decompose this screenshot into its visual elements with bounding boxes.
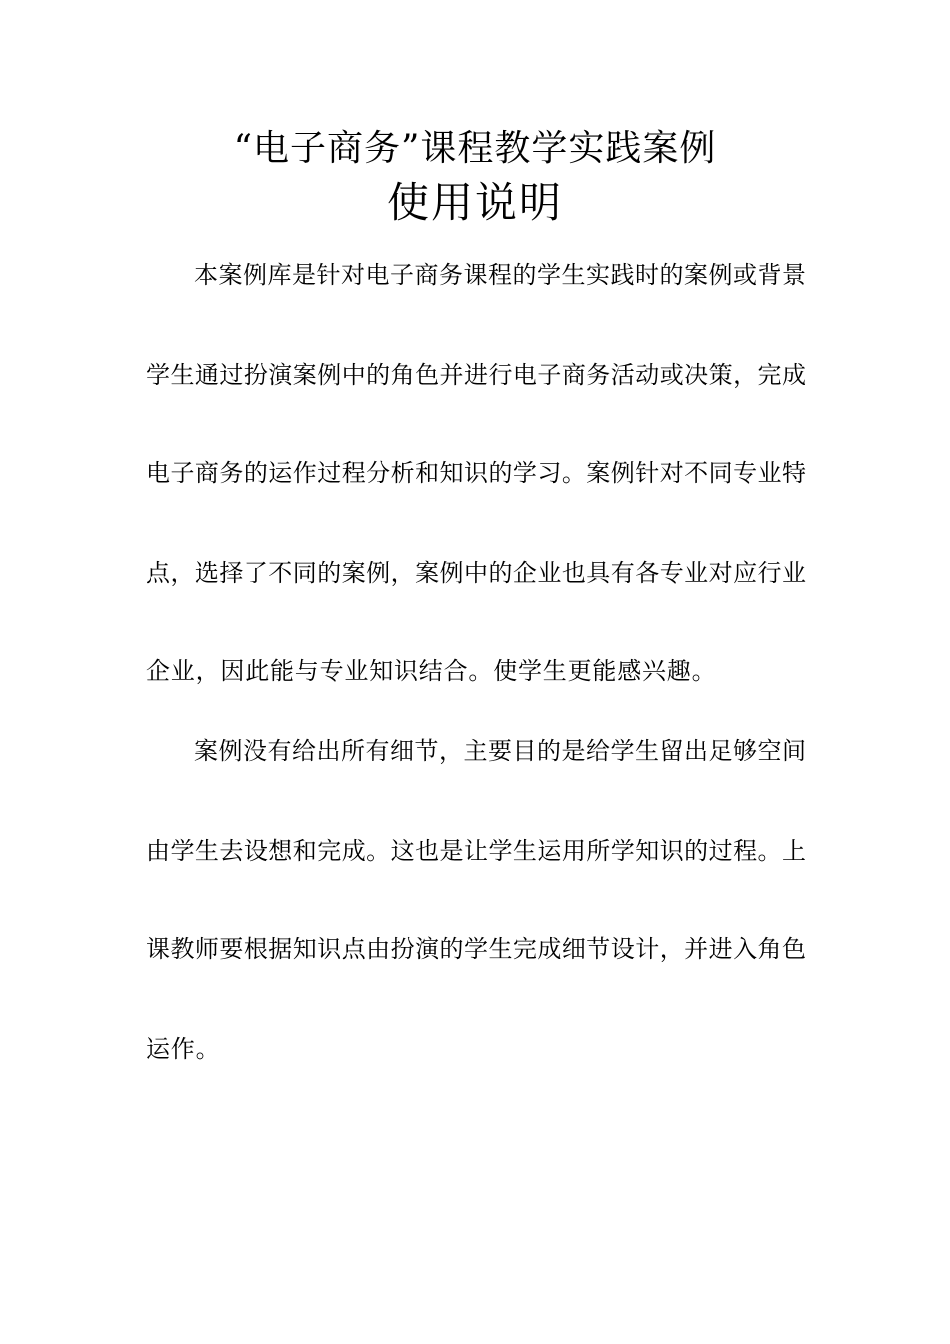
- paragraph-line: 电子商务的运作过程分析和知识的学习。案例针对不同专业特: [146, 459, 806, 487]
- document-title: “电子商务”课程教学实践案例: [233, 128, 717, 169]
- paragraph-line: 本案例库是针对电子商务课程的学生实践时的案例或背景: [194, 261, 806, 289]
- paragraph-line: 课教师要根据知识点由扮演的学生完成细节设计，并进入角色: [146, 935, 806, 963]
- paragraph-line: 企业，因此能与专业知识结合。使学生更能感兴趣。: [146, 657, 717, 685]
- paragraph-line: 点，选择了不同的案例，案例中的企业也具有各专业对应行业: [146, 559, 806, 587]
- paragraph-line: 学生通过扮演案例中的角色并进行电子商务活动或决策，完成: [146, 361, 806, 389]
- paragraph-line: 案例没有给出所有细节，主要目的是给学生留出足够空间: [194, 737, 806, 765]
- paragraph-line: 由学生去设想和完成。这也是让学生运用所学知识的过程。上: [146, 837, 806, 865]
- document-subtitle: 使用说明: [386, 178, 563, 227]
- paragraph-line: 运作。: [146, 1035, 221, 1063]
